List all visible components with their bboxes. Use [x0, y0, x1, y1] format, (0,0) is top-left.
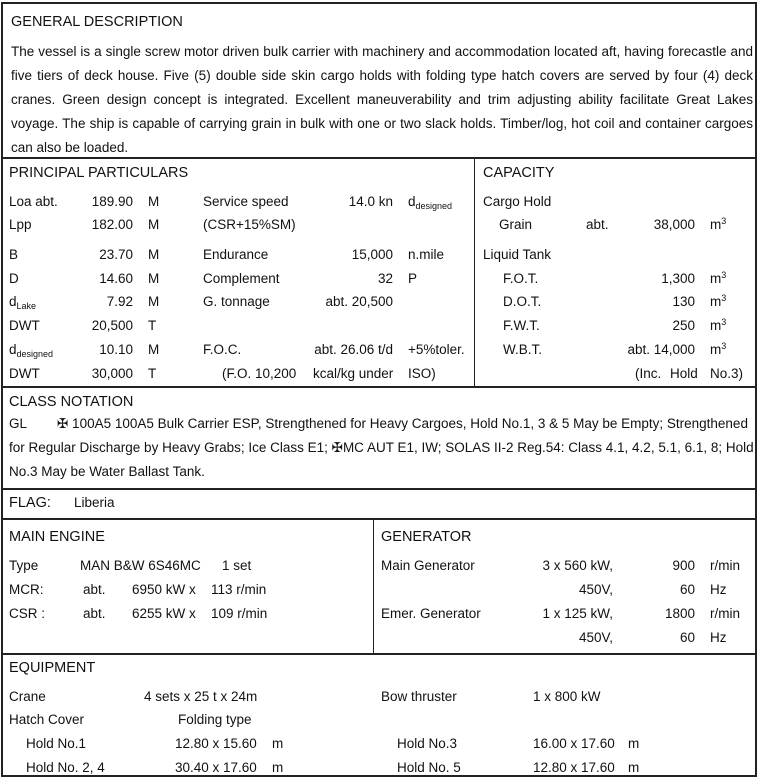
row-label: $d_{Lake}$ [9, 294, 37, 311]
row-unit: T [148, 318, 157, 333]
flag-label: FLAG: [9, 495, 51, 511]
crane-label: Crane [9, 689, 46, 704]
mcr-label: MCR: [9, 582, 44, 597]
tank-value: 130 [672, 294, 695, 309]
hold-value: 12.80 x 17.60 [533, 760, 615, 775]
hold-unit: m [272, 736, 284, 751]
row-label: D [9, 271, 19, 286]
spec-sheet [1, 2, 757, 777]
hold-unit: m [272, 760, 284, 775]
row-value: 189.90 [91, 194, 133, 209]
tank-unit: $m^3$ [710, 317, 727, 333]
mcr-abt: abt. [83, 582, 106, 597]
hold-value: 16.00 x 17.60 [533, 736, 615, 751]
liquid-tank-label: Liquid Tank [483, 247, 552, 262]
emer-generator-label: Emer. Generator [381, 606, 481, 621]
class-line-1: ✠ 100A5 100A5 Bulk Carrier ESP, Strengthened for Heavy Cargoes, Hold No.1, 3 & 5 May be Empty; Strengthened [57, 416, 748, 431]
class-line-2: for Regular Discharge by Heavy Grabs; Ice Class E1; ✠MC AUT E1, IW; SOLAS II-2 Reg.54: Class 4.1, 4.2, 5.1, 6.1, 8; Hold [9, 440, 754, 455]
divider-flag [3, 518, 755, 520]
row-value: 10.10 [99, 342, 133, 357]
hold-value: 12.80 x 15.60 [175, 736, 257, 751]
main-generator-spec: 3 x 560 kW, [542, 558, 613, 573]
csr-power: 6255 kW x [132, 606, 196, 621]
complement-unit: P [408, 271, 418, 286]
mcr-rpm: 113 r/min [211, 582, 267, 597]
wbt-note-c: No.3) [710, 366, 744, 381]
hold-label: Hold No. 5 [397, 760, 461, 775]
emer-generator-spec: 1 x 125 kW, [542, 606, 613, 621]
tank-unit: $m^3$ [710, 341, 727, 357]
service-speed-value: 14.0 kn [348, 194, 393, 209]
class-prefix: GL [9, 416, 28, 431]
grain-value: 38,000 [653, 217, 695, 232]
divider-generator [373, 519, 374, 653]
main-engine-title: MAIN ENGINE [9, 529, 105, 545]
hatch-cover-value: Folding type [178, 712, 252, 727]
service-speed-note: $d_{designed}$ [408, 194, 453, 211]
csr-rpm: 109 r/min [211, 606, 268, 621]
grain-unit: $m^3$ [710, 216, 727, 232]
general-text: The vessel is a single screw motor driven bulk carrier with machinery and accommodation located aft, having forecastle and five tiers of deck house. Five (5) double side skin cargo holds with folding type hatch covers are served by four (4) deck cranes. Green design concept is integrated. Excellent maneuverability and trim adjusting ability facilitate Great Lakes voyage. The ship is capable of carrying grain in bulk with one or two slack holds. Timber/log, hot coil and container cargoes can also be loaded. [11, 44, 753, 155]
row-unit: M [148, 271, 160, 286]
tank-unit: $m^3$ [710, 293, 727, 309]
row-label: DWT [9, 318, 40, 333]
engine-type-label: Type [9, 558, 39, 573]
csr-abt: abt. [83, 606, 106, 621]
foc-value: abt. 26.06 t/d [314, 342, 393, 357]
class-title: CLASS NOTATION [9, 394, 134, 410]
foc-note: +5%toler. [408, 342, 465, 357]
tank-unit: $m^3$ [710, 270, 727, 286]
foc-cond-a: (F.O. 10,200 [222, 366, 297, 381]
foc-cond-b: kcal/kg under [313, 366, 394, 381]
general-title: GENERAL DESCRIPTION [11, 14, 183, 30]
generator-title: GENERATOR [381, 529, 472, 545]
row-value: 20,500 [91, 318, 133, 333]
row-label: Lpp [9, 217, 32, 232]
tank-value: 1,300 [661, 271, 695, 286]
divider-principal [3, 386, 755, 388]
foc-label: F.O.C. [203, 342, 242, 357]
row-unit: M [148, 194, 160, 209]
bow-thruster-label: Bow thruster [381, 689, 457, 704]
emer-generator-hz: 60 [679, 630, 695, 645]
hold-label: Hold No.1 [26, 736, 87, 751]
complement-label: Complement [203, 271, 280, 286]
row-label: DWT [9, 366, 40, 381]
row-value: 30,000 [91, 366, 133, 381]
tank-label: W.B.T. [503, 342, 543, 357]
equipment-title: EQUIPMENT [9, 660, 96, 676]
divider-capacity [474, 158, 475, 386]
emer-generator-rpm-unit: r/min [710, 606, 740, 621]
wbt-note-b: Hold [670, 366, 698, 381]
row-unit: M [148, 294, 160, 309]
divider-engine [3, 653, 755, 655]
wbt-note-a: (Inc. [635, 366, 662, 381]
main-generator-hz: 60 [679, 582, 695, 597]
row-value: 23.70 [99, 247, 133, 262]
tank-label: D.O.T. [503, 294, 542, 309]
principal-title: PRINCIPAL PARTICULARS [9, 165, 189, 181]
row-value: 182.00 [91, 217, 133, 232]
csr-note: (CSR+15%SM) [203, 217, 296, 232]
service-speed-label: Service speed [203, 194, 289, 209]
tank-value: 250 [672, 318, 695, 333]
row-label: B [9, 247, 19, 262]
engine-type-qty: 1 set [222, 558, 252, 573]
hold-unit: m [628, 760, 640, 775]
endurance-label: Endurance [203, 247, 269, 262]
csr-label: CSR : [9, 606, 46, 621]
flag-value: Liberia [74, 495, 115, 510]
tank-value: abt. 14,000 [627, 342, 695, 357]
hatch-cover-label: Hatch Cover [9, 712, 85, 727]
cargo-hold-label: Cargo Hold [483, 194, 552, 209]
hold-label: Hold No.3 [397, 736, 458, 751]
emer-generator-volt: 450V, [578, 630, 613, 645]
tank-label: F.O.T. [503, 271, 539, 286]
emer-generator-hz-unit: Hz [710, 630, 727, 645]
hold-unit: m [628, 736, 640, 751]
row-unit: T [148, 366, 157, 381]
row-unit: M [148, 217, 160, 232]
tank-label: F.W.T. [503, 318, 540, 333]
complement-value: 32 [377, 271, 393, 286]
divider-class [3, 488, 755, 490]
row-unit: M [148, 342, 160, 357]
class-line-3: No.3 May be Water Ballast Tank. [9, 464, 205, 479]
foc-cond-c: ISO) [408, 366, 436, 381]
main-generator-label: Main Generator [381, 558, 475, 573]
bow-thruster-value: 1 x 800 kW [533, 689, 601, 704]
row-unit: M [148, 247, 160, 262]
emer-generator-rpm: 1800 [664, 606, 695, 621]
crane-value: 4 sets x 25 t x 24m [144, 689, 258, 704]
main-generator-rpm: 900 [672, 558, 695, 573]
tonnage-label: G. tonnage [203, 294, 270, 309]
row-label: Loa abt. [9, 194, 58, 209]
row-value: 14.60 [99, 271, 133, 286]
endurance-value: 15,000 [351, 247, 393, 262]
mcr-power: 6950 kW x [132, 582, 196, 597]
endurance-unit: n.mile [408, 247, 445, 262]
grain-abt: abt. [586, 217, 609, 232]
main-generator-hz-unit: Hz [710, 582, 727, 597]
hold-label: Hold No. 2, 4 [26, 760, 105, 775]
main-generator-rpm-unit: r/min [710, 558, 740, 573]
row-label: $d_{designed}$ [9, 342, 54, 359]
main-generator-volt: 450V, [578, 582, 613, 597]
tonnage-value: abt. 20,500 [325, 294, 393, 309]
capacity-title: CAPACITY [483, 165, 555, 181]
hold-value: 30.40 x 17.60 [175, 760, 257, 775]
row-value: 7.92 [106, 294, 133, 309]
engine-type-value: MAN B&W 6S46MC [80, 558, 201, 573]
grain-label: Grain [499, 217, 533, 232]
